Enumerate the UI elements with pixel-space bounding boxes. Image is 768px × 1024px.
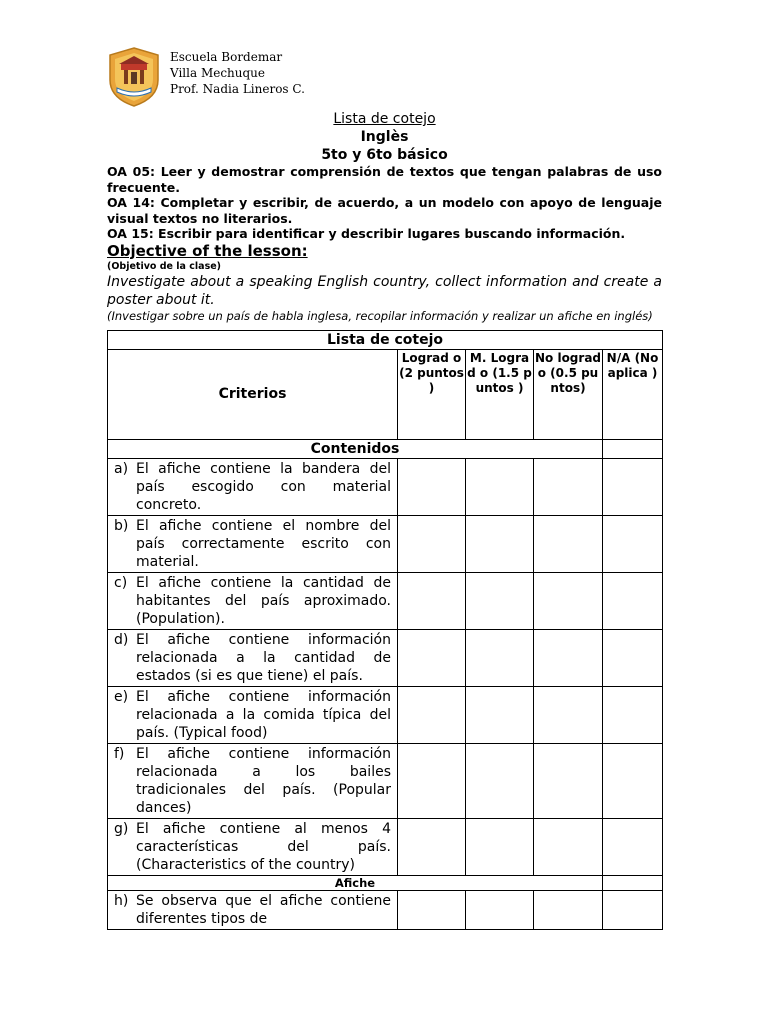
table-row — [108, 686, 663, 743]
checkbox-cell[interactable] — [534, 515, 603, 572]
lesson-objective-subheading: (Objetivo de la clase) — [107, 260, 222, 272]
item-text: El afiche contiene la cantidad de habitantes del país aproximado. (Population). — [136, 574, 391, 627]
item-letter: h) — [114, 892, 129, 909]
lesson-objective-spanish: (Investigar sobre un país de habla inglesa, recopilar información y realizar un afiche en inglés) — [107, 308, 653, 323]
column-header-no-logrado: No logrado (0.5 puntos) — [534, 349, 603, 439]
checkbox-cell[interactable] — [398, 629, 466, 686]
checkbox-cell[interactable] — [534, 743, 603, 818]
item-letter: d) — [114, 631, 129, 648]
item-text: El afiche contiene al menos 4 características del país. (Characteristics of the country) — [136, 820, 391, 873]
item-letter: g) — [114, 820, 129, 837]
checkbox-cell[interactable] — [603, 515, 663, 572]
teacher-name: Prof. Nadia Lineros C. — [170, 82, 305, 96]
checkbox-cell[interactable] — [398, 686, 466, 743]
oa-05: OA 05: Leer y demostrar comprensión de textos que tengan palabras de uso frecuente. — [107, 164, 662, 195]
item-letter: c) — [114, 574, 128, 591]
section-contenidos: Contenidos — [108, 439, 603, 458]
criteria-header: Criterios — [108, 349, 398, 439]
checkbox-cell[interactable] — [398, 572, 466, 629]
table-row — [108, 629, 663, 686]
lesson-objective-heading: Objective of the lesson: — [107, 241, 308, 260]
table-row — [108, 515, 663, 572]
checkbox-cell[interactable] — [534, 890, 603, 929]
checkbox-cell[interactable] — [603, 572, 663, 629]
checkbox-cell[interactable] — [603, 890, 663, 929]
school-crest-logo — [107, 46, 161, 108]
doc-title: Lista de cotejo — [333, 111, 436, 127]
checkbox-cell[interactable] — [398, 890, 466, 929]
school-info — [170, 49, 305, 97]
item-text: Se observa que el afiche contiene diferentes tipos de — [136, 892, 391, 927]
checkbox-cell[interactable] — [603, 743, 663, 818]
checkbox-cell[interactable] — [603, 458, 663, 515]
document-header — [107, 44, 662, 110]
checkbox-cell[interactable] — [398, 458, 466, 515]
document-page — [107, 44, 662, 930]
oa-15: OA 15: Escribir para identificar y describir lugares buscando información. — [107, 226, 626, 241]
item-text: El afiche contiene la bandera del país escogido con material concreto. — [136, 460, 391, 513]
section-afiche: Afiche — [108, 875, 603, 890]
item-letter: f) — [114, 745, 125, 762]
grades-title: 5to y 6to básico — [321, 147, 448, 163]
checkbox-cell[interactable] — [466, 572, 534, 629]
checkbox-cell[interactable] — [466, 818, 534, 875]
checkbox-cell[interactable] — [534, 818, 603, 875]
empty-cell — [603, 875, 663, 890]
item-text: El afiche contiene el nombre del país correctamente escrito con material. — [136, 517, 391, 570]
school-location: Villa Mechuque — [170, 66, 266, 80]
table-row — [108, 458, 663, 515]
item-text: El afiche contiene información relacionada a la comida típica del país. (Typical food) — [136, 688, 391, 741]
checkbox-cell[interactable] — [398, 743, 466, 818]
checkbox-cell[interactable] — [603, 686, 663, 743]
item-letter: b) — [114, 517, 129, 534]
checkbox-cell[interactable] — [466, 458, 534, 515]
table-row — [108, 572, 663, 629]
checkbox-cell[interactable] — [466, 890, 534, 929]
school-name: Escuela Bordemar — [170, 50, 283, 64]
checkbox-cell[interactable] — [534, 686, 603, 743]
checkbox-cell[interactable] — [398, 818, 466, 875]
checkbox-cell[interactable] — [466, 515, 534, 572]
lesson-objective-english: Investigate about a speaking English country, collect information and create a poster about it. — [107, 273, 662, 308]
oa-14: OA 14: Completar y escribir, de acuerdo, a un modelo con apoyo de lenguaje visual textos no literarios. — [107, 195, 662, 226]
subject-title: Inglès — [360, 129, 409, 145]
item-text: El afiche contiene información relacionada a la cantidad de estados (si es que tiene) el país. — [136, 631, 391, 684]
checkbox-cell[interactable] — [466, 686, 534, 743]
checkbox-cell[interactable] — [466, 743, 534, 818]
empty-cell — [603, 439, 663, 458]
column-header-medianamente-logrado: M. Lograd o (1.5 puntos ) — [466, 349, 534, 439]
checkbox-cell[interactable] — [534, 629, 603, 686]
table-caption: Lista de cotejo — [108, 330, 663, 349]
checkbox-cell[interactable] — [603, 629, 663, 686]
checkbox-cell[interactable] — [534, 458, 603, 515]
checkbox-cell[interactable] — [466, 629, 534, 686]
column-header-logrado: Lograd o (2 puntos ) — [398, 349, 466, 439]
checklist-table — [107, 330, 663, 930]
table-row — [108, 743, 663, 818]
table-row — [108, 890, 663, 929]
table-row — [108, 818, 663, 875]
column-header-no-aplica: N/A (No aplica ) — [603, 349, 663, 439]
checkbox-cell[interactable] — [603, 818, 663, 875]
item-letter: e) — [114, 688, 129, 705]
checkbox-cell[interactable] — [534, 572, 603, 629]
item-text: El afiche contiene información relacionada a los bailes tradicionales del país. (Popular dances) — [136, 745, 391, 816]
checkbox-cell[interactable] — [398, 515, 466, 572]
item-letter: a) — [114, 460, 129, 477]
